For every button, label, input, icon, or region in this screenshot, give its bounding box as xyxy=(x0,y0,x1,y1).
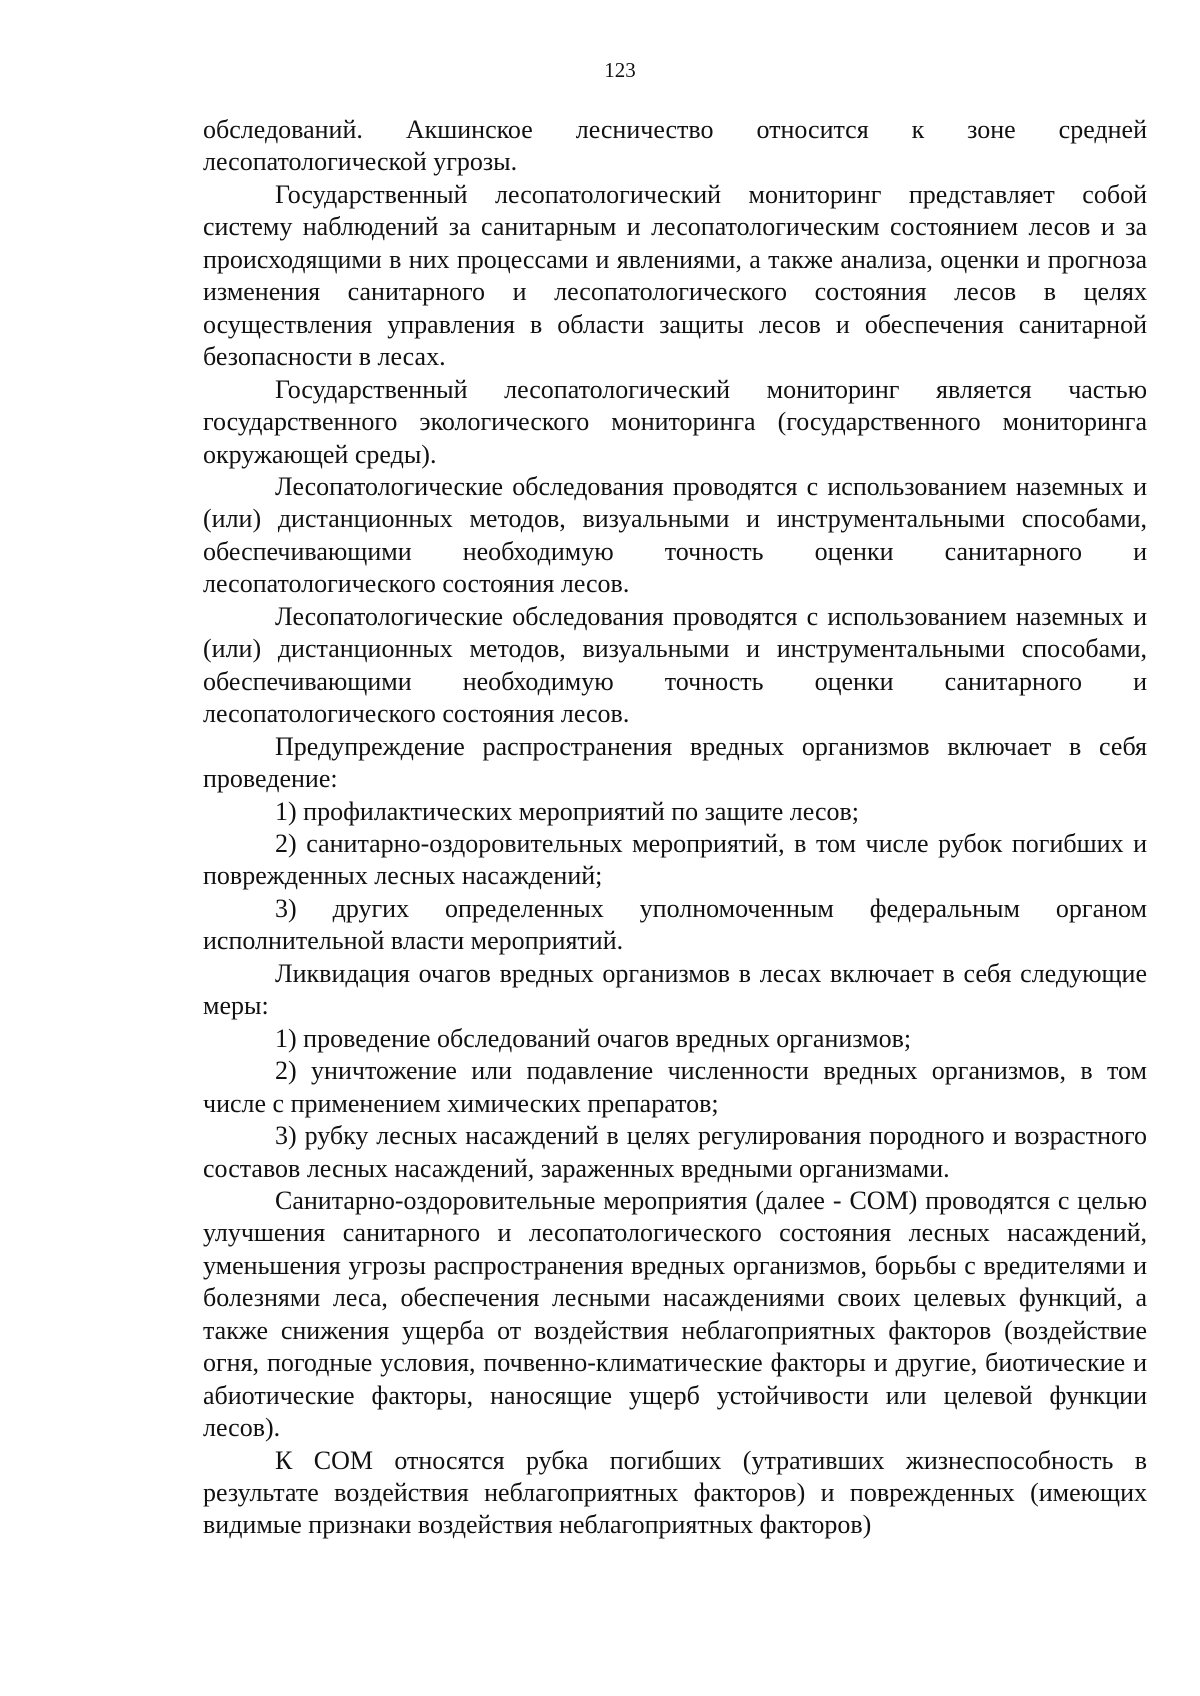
document-body xyxy=(203,114,1147,1542)
paragraph-prevention-intro: Предупреждение распространения вредных организмов включает в себя проведение: xyxy=(203,731,1147,794)
list-item-prevention-1: 1) профилактических мероприятий по защите лесов; xyxy=(275,796,859,826)
list-item-prevention-2: 2) санитарно-оздоровительных мероприятий, в том числе рубок погибших и поврежденных лесных насаждений; xyxy=(203,828,1147,891)
paragraph-surveys-repeat: Лесопатологические обследования проводятся с использованием наземных и (или) дистанционных методов, визуальными и инструментальными способами, обеспечивающими необходимую точность оценки санитарного и лесопатологического состояния лесов. xyxy=(203,601,1147,729)
paragraph-continuation: обследований. Акшинское лесничество относится к зоне средней лесопатологической угрозы. xyxy=(203,115,1147,177)
paragraph-monitoring-definition: Государственный лесопатологический мониторинг представляет собой систему наблюдений за санитарным и лесопатологическим состоянием лесов и за происходящими в них процессами и явлениями, а также анализа, оценки и прогноза изменения санитарного и лесопатологического состояния лесов в целях осуществления управления в области защиты лесов и обеспечения санитарной безопасности в лесах. xyxy=(203,179,1147,372)
list-item-liquidation-2: 2) уничтожение или подавление численности вредных организмов, в том числе с применением химических препаратов; xyxy=(203,1056,1147,1118)
paragraph-som-definition: Санитарно-оздоровительные мероприятия (далее - СОМ) проводятся с целью улучшения санитарного и лесопатологического состояния лесных насаждений, уменьшения угрозы распространения вредных организмов, борьбы с вредителями и болезнями леса, обеспечения лесными насаждениями своих целевых функций, а также снижения ущерба от воздействия неблагоприятных факторов (воздействие огня, погодные условия, почвенно-климатические факторы и другие, биотические и абиотические факторы, наносящие ущерб устойчивости или целевой функции лесов). xyxy=(203,1185,1147,1443)
paragraph-som-includes: К СОМ относятся рубка погибших (утративших жизнеспособность в результате воздействия неблагоприятных факторов) и поврежденных (имеющих видимые признаки воздействия неблагоприятных факторов) xyxy=(203,1445,1147,1540)
page-number: 123 xyxy=(604,58,636,82)
paragraph-liquidation-intro: Ликвидация очагов вредных организмов в лесах включает в себя следующие меры: xyxy=(203,958,1147,1021)
list-item-liquidation-3: 3) рубку лесных насаждений в целях регулирования породного и возрастного составов лесных насаждений, зараженных вредными организмами. xyxy=(203,1121,1147,1183)
paragraph-surveys: Лесопатологические обследования проводятся с использованием наземных и (или) дистанционных методов, визуальными и инструментальными способами, обеспечивающими необходимую точность оценки санитарного и лесопатологического состояния лесов. xyxy=(203,471,1147,599)
list-item-liquidation-1: 1) проведение обследований очагов вредных организмов; xyxy=(275,1023,912,1053)
list-item-prevention-3: 3) других определенных уполномоченным федеральным органом исполнительной власти мероприятий. xyxy=(203,893,1147,956)
paragraph-monitoring-part: Государственный лесопатологический мониторинг является частью государственного экологического мониторинга (государственного мониторинга окружающей среды). xyxy=(203,374,1147,469)
